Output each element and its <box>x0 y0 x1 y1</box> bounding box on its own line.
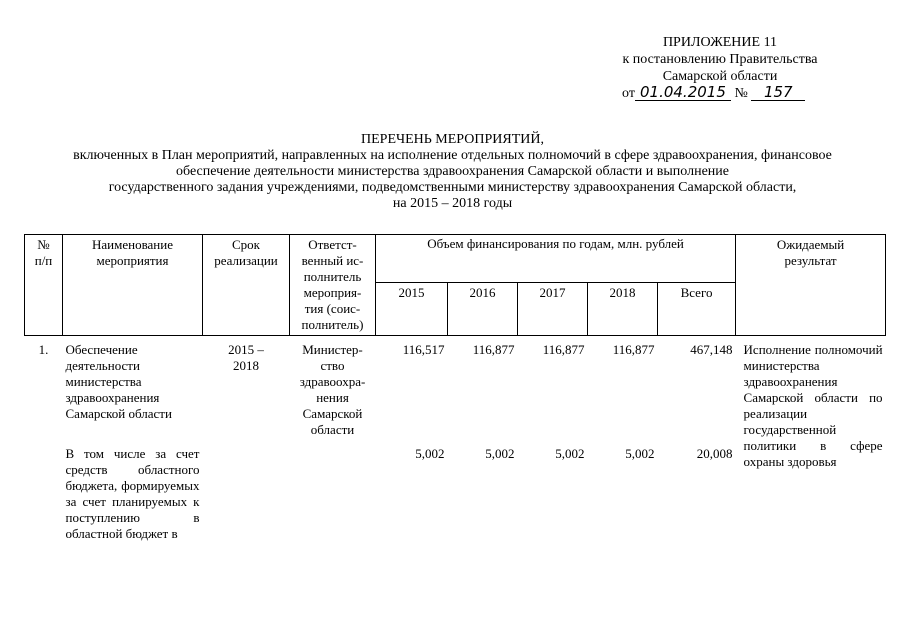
attachment-header <box>600 34 840 102</box>
row-responsible: Министер- ство здравоохра- нения Самарской области <box>299 342 366 437</box>
header-name: Наименование мероприятия <box>63 235 203 336</box>
row2-name: В том числе за счет средств областного бюджета, формируемых за счет планируемых к поступлению в областной бюджет в <box>65 446 200 541</box>
handwritten-date: 01.04.2015 <box>635 85 731 101</box>
handwritten-number: 157 <box>751 85 805 101</box>
attachment-resolution-line: к постановлению Правительства <box>622 52 818 67</box>
header-year-2018: 2018 <box>588 282 658 335</box>
header-result: Ожидаемый результат <box>736 235 886 336</box>
row2-value-2017: 5,002 <box>555 446 585 461</box>
header-responsible: Ответст- венный ис- полнитель мероприя- тия (соис- полнитель) <box>290 235 376 336</box>
row-value-total: 467,148 <box>690 342 733 357</box>
row2-period <box>203 440 290 544</box>
header-year-2015: 2015 <box>376 282 448 335</box>
measures-table <box>24 234 886 544</box>
header-num: № п/п <box>25 235 63 336</box>
table-row <box>25 336 886 441</box>
row2-responsible <box>290 440 376 544</box>
attachment-region-line: Самарской области <box>662 69 778 84</box>
document-title <box>0 132 905 212</box>
row-period: 2015 – 2018 <box>228 342 264 373</box>
date-prefix: от <box>622 86 635 101</box>
row2-value-2016: 5,002 <box>485 446 515 461</box>
title-line-3: обеспечение деятельности министерства здравоохранения Самарской области и выполнение <box>176 164 729 179</box>
row-result: Исполнение полномочий министерства здравоохранения Самарской области по реализации государственной политики в сфере охраны здоровья <box>743 342 883 469</box>
row-value-2015: 116,517 <box>402 342 445 357</box>
row-value-2016: 116,877 <box>472 342 515 357</box>
row-value-2017: 116,877 <box>542 342 585 357</box>
header-financing: Объем финансирования по годам, млн. рублей <box>376 235 736 283</box>
title-line-4: государственного задания учреждениями, подведомственными министерству здравоохранения Самарской области, <box>108 180 797 195</box>
row-num: 1. <box>38 342 49 357</box>
number-sign: № <box>734 86 748 101</box>
title-line-5: на 2015 – 2018 годы <box>392 196 513 211</box>
header-total: Всего <box>658 282 736 335</box>
header-period: Срок реализации <box>203 235 290 336</box>
header-year-2017: 2017 <box>518 282 588 335</box>
attachment-label: ПРИЛОЖЕНИЕ 11 <box>662 35 778 50</box>
attachment-date-line <box>600 85 840 102</box>
title-heading: ПЕРЕЧЕНЬ МЕРОПРИЯТИЙ, <box>361 132 544 147</box>
row2-num <box>25 440 63 544</box>
row2-value-2015: 5,002 <box>415 446 445 461</box>
row-name: Обеспечение деятельности министерства здравоохранения Самарской области <box>65 342 172 421</box>
row2-value-2018: 5,002 <box>625 446 655 461</box>
row-value-2018: 116,877 <box>612 342 655 357</box>
title-line-2: включенных в План мероприятий, направленных на исполнение отдельных полномочий в сфере здравоохранения, финансовое <box>73 148 832 163</box>
row2-value-total: 20,008 <box>696 446 733 461</box>
header-year-2016: 2016 <box>448 282 518 335</box>
